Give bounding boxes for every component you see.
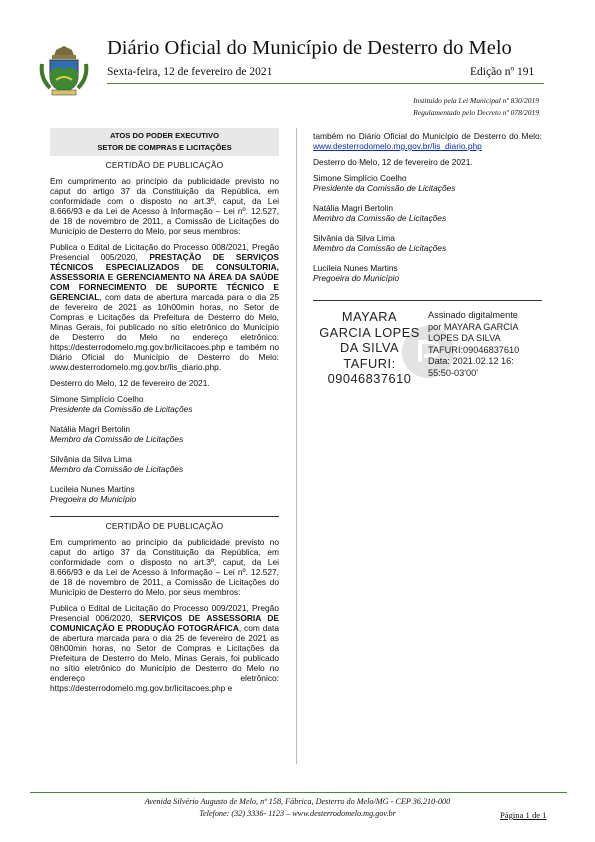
left-column <box>50 128 279 699</box>
signatory-role: Membro da Comissão de Licitações <box>313 243 447 253</box>
diario-link[interactable]: www.desterrodomelo.mg.gov.br/lis_diario.php <box>313 141 482 151</box>
signatory-name: Lucileia Nunes Martins <box>313 263 398 273</box>
certificate-date: Desterro do Melo, 12 de fevereiro de 2021. <box>313 157 473 167</box>
signatory-name: Natália Magri Bertolin <box>50 424 131 434</box>
certificate-title: CERTIDÃO DE PUBLICAÇÃO <box>105 160 224 170</box>
publication-date: Sexta-feira, 12 de fevereiro de 2021 <box>107 66 273 78</box>
signatory-role: Membro da Comissão de Licitações <box>50 434 184 444</box>
page-title: Diário Oficial do Município de Desterro do Melo <box>107 37 512 59</box>
signatory-role: Pregoeira do Município <box>50 494 137 504</box>
footer-contact: Telefone: (32) 3336- 1123 – www.desterrodomelo.mg.gov.br <box>199 809 396 818</box>
certificate-body: Publica o Edital de Licitação do Processo 009/2021, Pregão Presencial 006/2020, SERVIÇOS DE ASSESSORIA DE COMUNICAÇÃO E PRODUÇÃO FOTOGRÁFICA, com data de abertura marcada para o dia 25 de fevereiro de 2021 as 08h00min horas, no Setor de Compras e Licitações da Prefeitura de Desterro do Melo, Minas Gerais, foi publicado no sítio eletrônico do Município de Desterro do Melo no endereço eletrônico: https://desterrodomelo.mg.gov.br/licitacoes.php e <box>50 603 279 693</box>
footer-address: Avenida Silvério Augusto de Melo, nº 158, Fábrica, Desterro do Melo/MG - CEP 36.210-000 <box>144 797 451 806</box>
law-reference: Instituído pela Lei Municipal nº 830/2019 <box>413 96 539 105</box>
signatory-name: Lucileia Nunes Martins <box>50 484 135 494</box>
signatory-name: Silvânia da Silva Lima <box>313 233 395 243</box>
certificate-intro: Em cumprimento ao princípio da publicidade previsto no caput do artigo 37 da Constituição da República, em conformidade com o disposto no art.3º, caput, da Lei 8.666/93 e da Lei de Acesso à Informação – Lei nº. 12.527, de 18 de novembro de 2011, a Comissão de Licitações do Município de Desterro do Melo, por seus membros: <box>50 176 279 236</box>
header-divider <box>107 83 544 84</box>
signatory-role: Pregoeira do Município <box>313 273 400 283</box>
banner-subheading: SETOR DE COMPRAS E LICITAÇÕES <box>97 143 232 152</box>
signatory-name: Silvânia da Silva Lima <box>50 454 132 464</box>
signatory-name: Simone Simplício Coelho <box>50 394 144 404</box>
right-column <box>313 131 542 293</box>
footer-divider <box>30 792 567 793</box>
decree-reference: Regulamentado pelo Decreto nº 078/2019 <box>413 108 539 117</box>
signatory-name: Simone Simplício Coelho <box>313 173 407 183</box>
certificate-intro: Em cumprimento ao princípio da publicidade previsto no caput do artigo 37 da Constituição da República, em conformidade com o disposto no art.3º, caput, da Lei 8.666/93 e da Lei de Acesso à Informação – Lei nº. 12.527, de 18 de novembro de 2011, a Comissão de Licitações do Município de Desterro do Melo, por seus membros: <box>50 537 279 597</box>
certificate-body: Publica o Edital de Licitação do Processo 008/2021, Pregão Presencial 005/2020, PRESTAÇÃO DE SERVIÇOS TÉCNICOS ESPECIALIZADOS DE CONSULTORIA, ASSESSORIA E GERENCIAMENTO NA ÁREA DA SAÚDE COM FORNECIMENTO DE SUPORTE TÉCNICO E GERENCIAL, com data de abertura marcada para o dia 25 de fevereiro de 2021 as 10h00min horas, no Setor de Compras e Licitações da Prefeitura de Desterro do Melo, Minas Gerais, foi publicado no sítio eletrônico do Município de Desterro do Melo no endereço eletrônico: https://desterrodomelo.mg.gov.br/licitacoes.php e também no Diário Oficial do Município de Desterro do Melo: www.desterrodomelo.mg.gov.br/lis_diario.php. <box>50 242 279 372</box>
continued-text: também no Diário Oficial do Município de Desterro do Melo: www.desterrodomelo.mg.gov.br/lis_diario.php <box>313 131 542 151</box>
banner-heading: ATOS DO PODER EXECUTIVO <box>109 131 219 140</box>
signatory-role: Membro da Comissão de Licitações <box>313 213 447 223</box>
object-description: PRESTAÇÃO DE SERVIÇOS TÉCNICOS ESPECIALIZADOS DE CONSULTORIA, ASSESSORIA E GERENCIAMENTO NA ÁREA DA SAÚDE COM FORNECIMENTO DE SUPORTE TÉCNICO E GERENCIAL <box>50 252 279 302</box>
certificate-date: Desterro do Melo, 12 de fevereiro de 2021. <box>50 378 210 388</box>
signatory-name: Natália Magri Bertolin <box>313 203 394 213</box>
signatory-role: Presidente da Comissão de Licitações <box>313 183 456 193</box>
digital-signature-name: MAYARA GARCIA LOPES DA SILVA TAFURI: 09046837610 <box>319 309 420 386</box>
column-divider <box>296 128 297 764</box>
edition-number: Edição nº 191 <box>470 66 535 78</box>
signature-divider <box>313 300 542 301</box>
digital-signature-details: Assinado digitalmente por MAYARA GARCIA LOPES DA SILVA TAFURI:09046837610 Data: 2021.02.12 16: 55:50-03'00' <box>428 310 520 378</box>
signatory-role: Membro da Comissão de Licitações <box>50 464 184 474</box>
certificate-title: CERTIDÃO DE PUBLICAÇÃO <box>50 516 279 531</box>
municipal-coat-of-arms-icon <box>36 42 92 98</box>
object-description: SERVIÇOS DE ASSESSORIA DE COMUNICAÇÃO E PRODUÇÃO FOTOGRÁFICA <box>50 613 279 633</box>
section-banner <box>50 128 279 156</box>
page-number: Página 1 de 1 <box>500 810 547 820</box>
signatory-role: Presidente da Comissão de Licitações <box>50 404 193 414</box>
